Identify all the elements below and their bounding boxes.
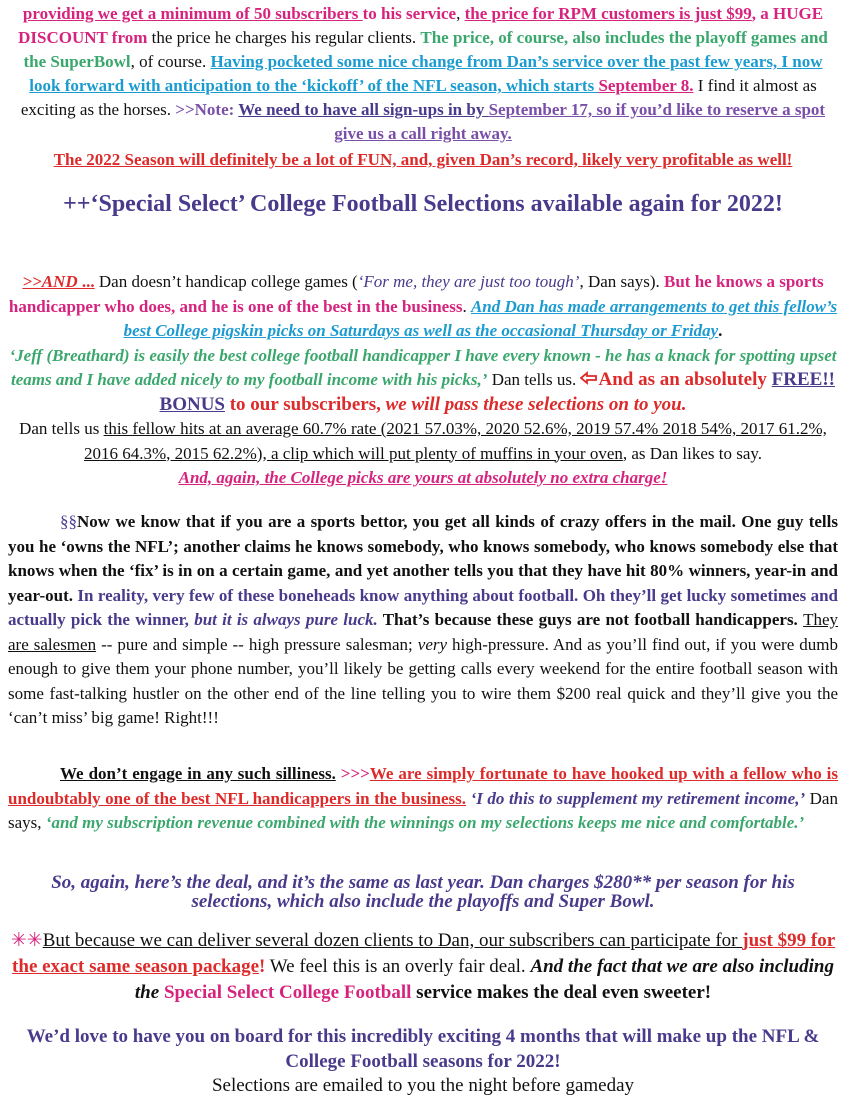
college-heading: ++‘Special Select’ College Football Selections available again for 2022!	[63, 191, 783, 217]
silliness-paragraph: We don’t engage in any such silliness. >>>We are simply fortunate to have hooked up with a fellow who is undoubtably one of the best NFL handicappers in the business. ‘I do this to supplement my retirement income,’ Dan says, ‘and my subscription revenue combined with the winnings on my selections keeps me nice and comfortable.’	[8, 764, 839, 832]
pointing-hand-icon	[580, 368, 598, 393]
special-select-label: Special Select College Football	[163, 982, 412, 1003]
offer-paragraph: ✳✳But because we can deliver several dozen clients to Dan, our subscribers can participate for just $99 for the exact same season package! We feel this is an overly fair deal. And the fact that we are also including the Special Select College Football service makes the deal even sweeter!	[10, 930, 836, 1003]
asterisk-mark: ✳✳	[10, 930, 43, 951]
intro-note-label: >>Note:	[175, 100, 239, 119]
college-paragraph: >>AND ... Dan doesn’t handicap college games (‘For me, they are just too tough’, Dan says). But he knows a sports handicapper who does, and he is one of the best in the business. And Dan has made arrangements to get this fellow’s best College pigskin picks on Saturdays as well as the occasional Thursday or Friday. ‘Jeff (Breathard) is easily the best college football handicapper I have every known - he has a knack for spotting upset teams and I have added nicely to my football income with his picks,’ Dan tells us. And as an absolutely FREE!! BONUS to our subscribers, we will pass these selections on to you. Dan tells us this fellow hits at an average 60.7% rate (2021 57.03%, 2020 52.6%, 2019 57.4% 2018 54%, 2017 61.2%, 2016 64.3%, 2015 62.2%), a clip which will put plenty of muffins in your oven, as Dan likes to say. And, again, the College picks are yours at absolutely no extra charge!	[8, 272, 838, 487]
intro-min-subscribers: providing we get a minimum of 50 subscribers	[22, 4, 363, 23]
footer-line: Selections are emailed to you the night before gameday	[211, 1075, 635, 1096]
college-arrangements-text: And Dan has made arrangements to get this fellow’s best College pigskin picks on Saturdays as well as the occasional Thursday or Friday	[123, 296, 838, 340]
closing-paragraph: We’d love to have you on board for this incredibly exciting 4 months that will make up the NFL & College Football seasons for 2022!	[26, 1026, 820, 1072]
intro-paragraph: providing we get a minimum of 50 subscribers to his service, the price for RPM customers is just $99, a HUGE DISCOUNT from the price he charges his regular clients. The price, of course, also includes the playoff games and the SuperBowl, of course. Having pocketed some nice change from Dan’s service over the past few years, I now look forward with anticipation to the ‘kickoff’ of the NFL season, which starts September 8. I find it almost as exciting as the horses. >>Note: We need to have all sign-ups in by September 17, so if you’d like to reserve a spot give us a call right away.	[18, 4, 828, 143]
bettor-paragraph: §§Now we know that if you are a sports bettor, you get all kinds of crazy offers in the mail. One guy tells you he ‘owns the NFL’; another claims he knows somebody, who knows somebody, who knows somebody else that knows when the ‘fix’ is in on a certain game, and yet another tells you that they have hit 80% winners, year-in and year-out. In reality, very few of these boneheads know anything about football. Oh they’ll get lucky sometimes and actually pick the winner, but it is always pure luck. That’s because these guys are not football handicappers. They are salesmen -- pure and simple -- high pressure salesman; very high-pressure. And as you’ll find out, if you were dumb enough to give them your phone number, you’ll likely be getting calls every weekend for the entire football season with some fast-talking hustler on the other end of the line telling you to wire them $200 real quick and they’ll give you the ‘can’t miss’ big game! Right!!!	[8, 512, 839, 727]
season-line: The 2022 Season will definitely be a lot of FUN, and, given Dan’s record, likely very profitable as well!	[53, 150, 793, 169]
intro-signup-deadline: We need to have all sign-ups in by	[238, 100, 489, 119]
intro-start-date: September 8.	[598, 76, 694, 95]
free-bonus-label: FREE!! BONUS	[159, 369, 835, 415]
college-handicapper-text: But he knows a sports handicapper who does, and he is one of the best in the business	[8, 272, 824, 316]
college-and-label: >>AND	[22, 272, 78, 291]
college-hit-rate: this fellow hits at an average 60.7% rate (2021 57.03%, 2020 52.6%, 2019 57.4% 2018 54%, 2017 61.2%, 2016 64.3%, 2015 62.2%), a clip which will put plenty of muffins in your oven	[83, 419, 827, 463]
offer-price: just $99 for the exact same season package	[12, 930, 836, 977]
college-no-extra-charge: And, again, the College picks are yours at absolutely no extra charge!	[178, 468, 668, 487]
pass-selections-text: we will pass these selections on to you.	[385, 393, 687, 415]
section-mark: §§	[60, 512, 77, 531]
deal-paragraph: So, again, here’s the deal, and it’s the same as last year. Dan charges $280** per season for his selections, which also include the playoffs and Super Bowl.	[51, 872, 795, 912]
fortunate-text: We are simply fortunate to have hooked up with a fellow who is undoubtably one of the best NFL handicappers in the business.	[8, 764, 839, 808]
retirement-quote: ‘and my subscription revenue combined with the winnings on my selections keeps me nice and comfortable.’	[45, 813, 805, 832]
salesmen-text: They are salesmen	[8, 610, 839, 654]
intro-pocketed-text: Having pocketed some nice change from Dan’s service over the past few years, I now look forward with anticipation to the ‘kickoff’ of the NFL season, which starts	[29, 52, 823, 95]
jeff-quote: ‘Jeff (Breathard) is easily the best college football handicapper I have every known - he has a knack for spotting upset teams and I have added nicely to my football income with his picks,’	[9, 345, 837, 389]
intro-rpm-price: the price for RPM customers is just $99	[464, 4, 752, 23]
silliness-text: We don’t engage in any such silliness.	[60, 764, 336, 783]
intro-playoffs-note: The price, of course, also includes the playoff games and the SuperBowl	[23, 28, 828, 71]
college-tough-quote: ‘For me, they are just too tough’	[357, 272, 580, 291]
free-bonus-intro: And as an absolutely	[598, 369, 772, 390]
